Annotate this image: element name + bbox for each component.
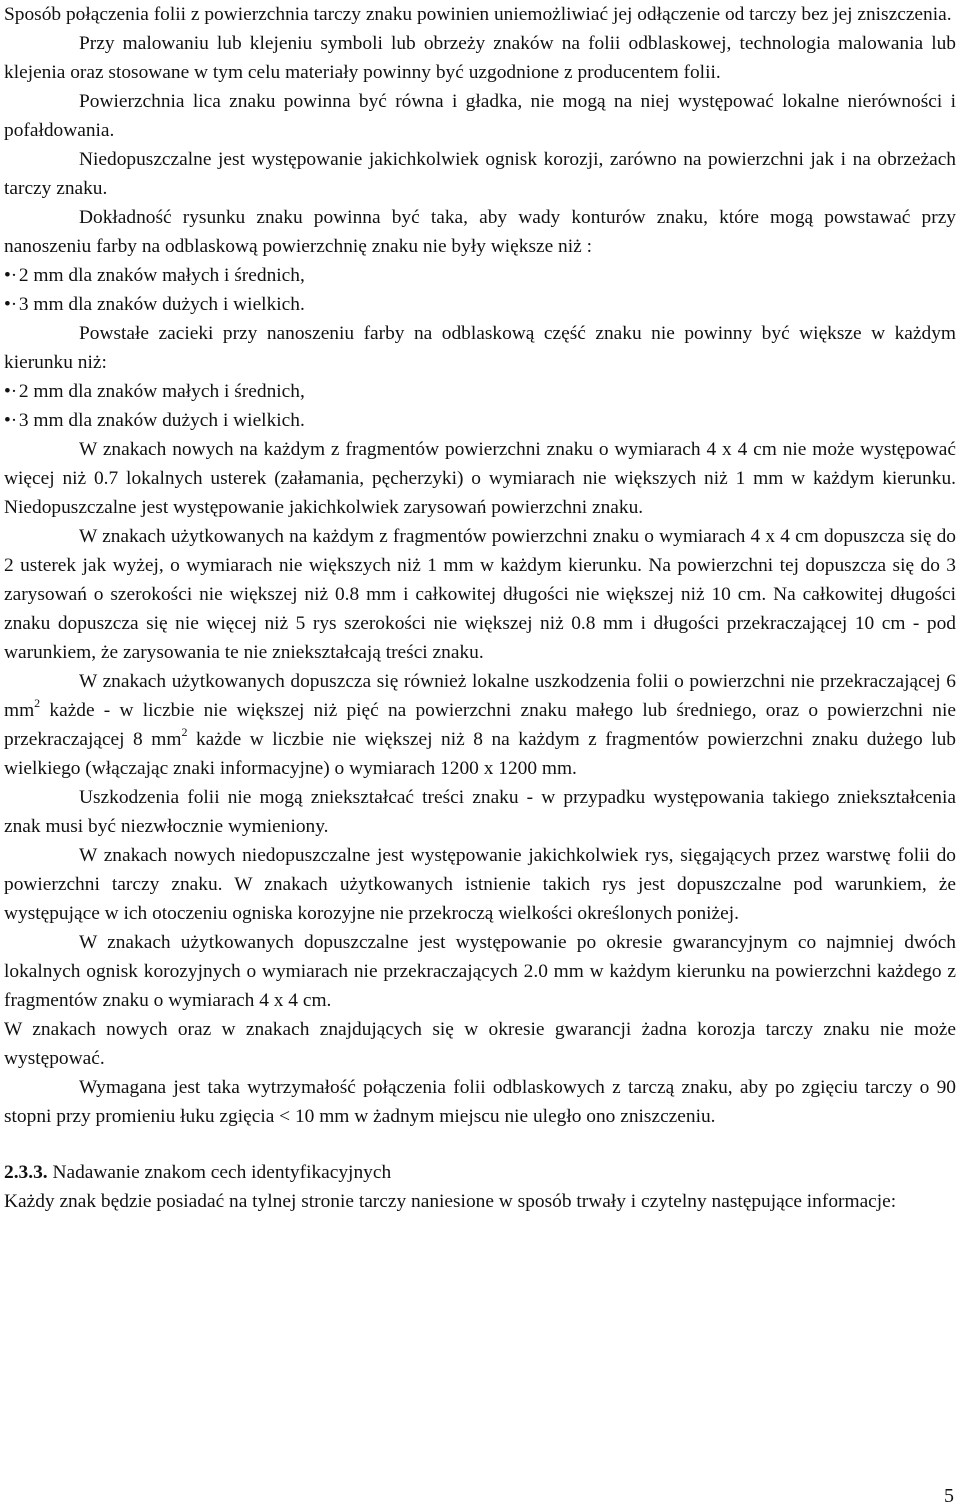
bullet-icon: •· bbox=[4, 410, 18, 431]
bullet-item bbox=[4, 406, 956, 435]
bullet-item bbox=[4, 290, 956, 319]
section-intro: Każdy znak będzie posiadać na tylnej stronie tarczy naniesione w sposób trwały i czytelny następujące informacje: bbox=[4, 1191, 897, 1212]
bullet-item bbox=[4, 261, 956, 290]
bullet-text: 3 mm dla znaków dużych i wielkich. bbox=[18, 410, 305, 431]
bullet-text: 3 mm dla znaków dużych i wielkich. bbox=[18, 294, 305, 315]
text-run: każde w liczbie nie większej niż 8 na każdym z fragmentów powierzchni znaku dużego lub wielkiego (włączając znaki informacyjne) o wymiarach 1200 x 1200 mm. bbox=[4, 729, 956, 779]
bullet-item bbox=[4, 377, 956, 406]
paragraph-drawing-accuracy: Dokładność rysunku znaku powinna być taka, aby wady konturów znaku, które mogą powstawać przy nanoszeniu farby na odblaskową powierzchnię znaku nie były większe niż : bbox=[4, 207, 956, 257]
bullet-icon: •· bbox=[4, 381, 18, 402]
paragraph-corrosion: Niedopuszczalne jest występowanie jakichkolwiek ognisk korozji, zarówno na powierzchni jak i na obrzeżach tarczy znaku. bbox=[4, 149, 956, 199]
paragraph-new-signs-defects: W znakach nowych na każdym z fragmentów powierzchni znaku o wymiarach 4 x 4 cm nie może występować więcej niż 0.7 lokalnych usterek (załamania, pęcherzyki) o wymiarach nie większych niż 1 mm w każdym kierunku. Niedopuszczalne jest występowanie jakichkolwiek zarysowań powierzchni znaku. bbox=[4, 439, 956, 518]
text-run: każde - w liczbie nie większej niż pięć na powierzchni znaku małego lub średniego, oraz o powierzchni nie przekraczającej 8 mm bbox=[4, 700, 956, 750]
document-page bbox=[4, 0, 956, 1216]
text-run: W znakach użytkowanych dopuszcza się również lokalne uszkodzenia folii o powierzchni nie przekraczającej 6 mm bbox=[4, 671, 956, 721]
paragraph-paint-runs: Powstałe zacieki przy nanoszeniu farby na odblaskową część znaku nie powinny być większe w każdym kierunku niż: bbox=[4, 323, 956, 373]
bullet-icon: •· bbox=[4, 294, 18, 315]
paragraph-used-signs-defects: W znakach użytkowanych na każdym z fragmentów powierzchni znaku o wymiarach 4 x 4 cm dopuszcza się do 2 usterek jak wyżej, o wymiarach nie większych niż 1 mm w każdym kierunku. Na powierzchni tej dopuszcza się do 3 zarysowań o szerokości nie większej niż 0.8 mm i całkowitej długości nie większej niż 10 cm. Na całkowitej długości znaku dopuszcza się nie więcej niż 5 rys szerokości nie większej niż 0.8 mm i długości przekraczającej 10 cm - pod warunkiem, że zarysowania te nie zniekształcają treści znaku. bbox=[4, 526, 956, 663]
page-number: 5 bbox=[944, 1485, 954, 1507]
paragraph-no-corrosion: W znakach nowych oraz w znakach znajdujących się w okresie gwarancji żadna korozja tarczy znaku nie może występować. bbox=[4, 1019, 956, 1069]
section-heading bbox=[4, 1158, 956, 1187]
paragraph-painting-gluing: Przy malowaniu lub klejeniu symboli lub obrzeży znaków na folii odblaskowej, technologia malowania lub klejenia oraz stosowane w tym celu materiały powinny być uzgodnione z producentem folii. bbox=[4, 33, 956, 83]
superscript: 2 bbox=[181, 725, 188, 739]
paragraph-damage-replacement: Uszkodzenia folii nie mogą zniekształcać treści znaku - w przypadku występowania takiego zniekształcenia znak musi być niezwłocznie wymieniony. bbox=[4, 787, 956, 837]
section-number: 2.3.3. bbox=[4, 1162, 48, 1183]
superscript: 2 bbox=[34, 696, 41, 710]
paragraph-foil-connection: Sposób połączenia folii z powierzchnia tarczy znaku powinien uniemożliwiać jej odłączenie od tarczy bez jej zniszczenia. bbox=[4, 4, 952, 25]
bullet-text: 2 mm dla znaków małych i średnich, bbox=[18, 265, 305, 286]
paragraph-surface-smooth: Powierzchnia lica znaku powinna być równa i gładka, nie mogą na niej występować lokalne nierówności i pofałdowania. bbox=[4, 91, 956, 141]
paragraph-corrosion-spots: W znakach użytkowanych dopuszczalne jest występowanie po okresie gwarancyjnym co najmniej dwóch lokalnych ognisk korozyjnych o wymiarach nie przekraczających 2.0 mm w każdym kierunku na powierzchni każdego z fragmentów znaku o wymiarach 4 x 4 cm. bbox=[4, 932, 956, 1011]
bullet-icon: •· bbox=[4, 265, 18, 286]
section-title: Nadawanie znakom cech identyfikacyjnych bbox=[47, 1162, 392, 1183]
bullet-text: 2 mm dla znaków małych i średnich, bbox=[18, 381, 305, 402]
paragraph-bond-strength: Wymagana jest taka wytrzymałość połączenia folii odblaskowych z tarczą znaku, aby po zgięciu tarczy o 90 stopni przy promieniu łuku zgięcia < 10 mm w żadnym miejscu nie uległo ono zniszczeniu. bbox=[4, 1077, 956, 1127]
paragraph-scratches: W znakach nowych niedopuszczalne jest występowanie jakichkolwiek rys, sięgających przez warstwę folii do powierzchni tarczy znaku. W znakach użytkowanych istnienie takich rys jest dopuszczalne pod warunkiem, że występujące w ich otoczeniu ogniska korozyjne nie przekroczą wielkości określonych poniżej. bbox=[4, 845, 956, 924]
paragraph-local-damage bbox=[4, 667, 956, 783]
